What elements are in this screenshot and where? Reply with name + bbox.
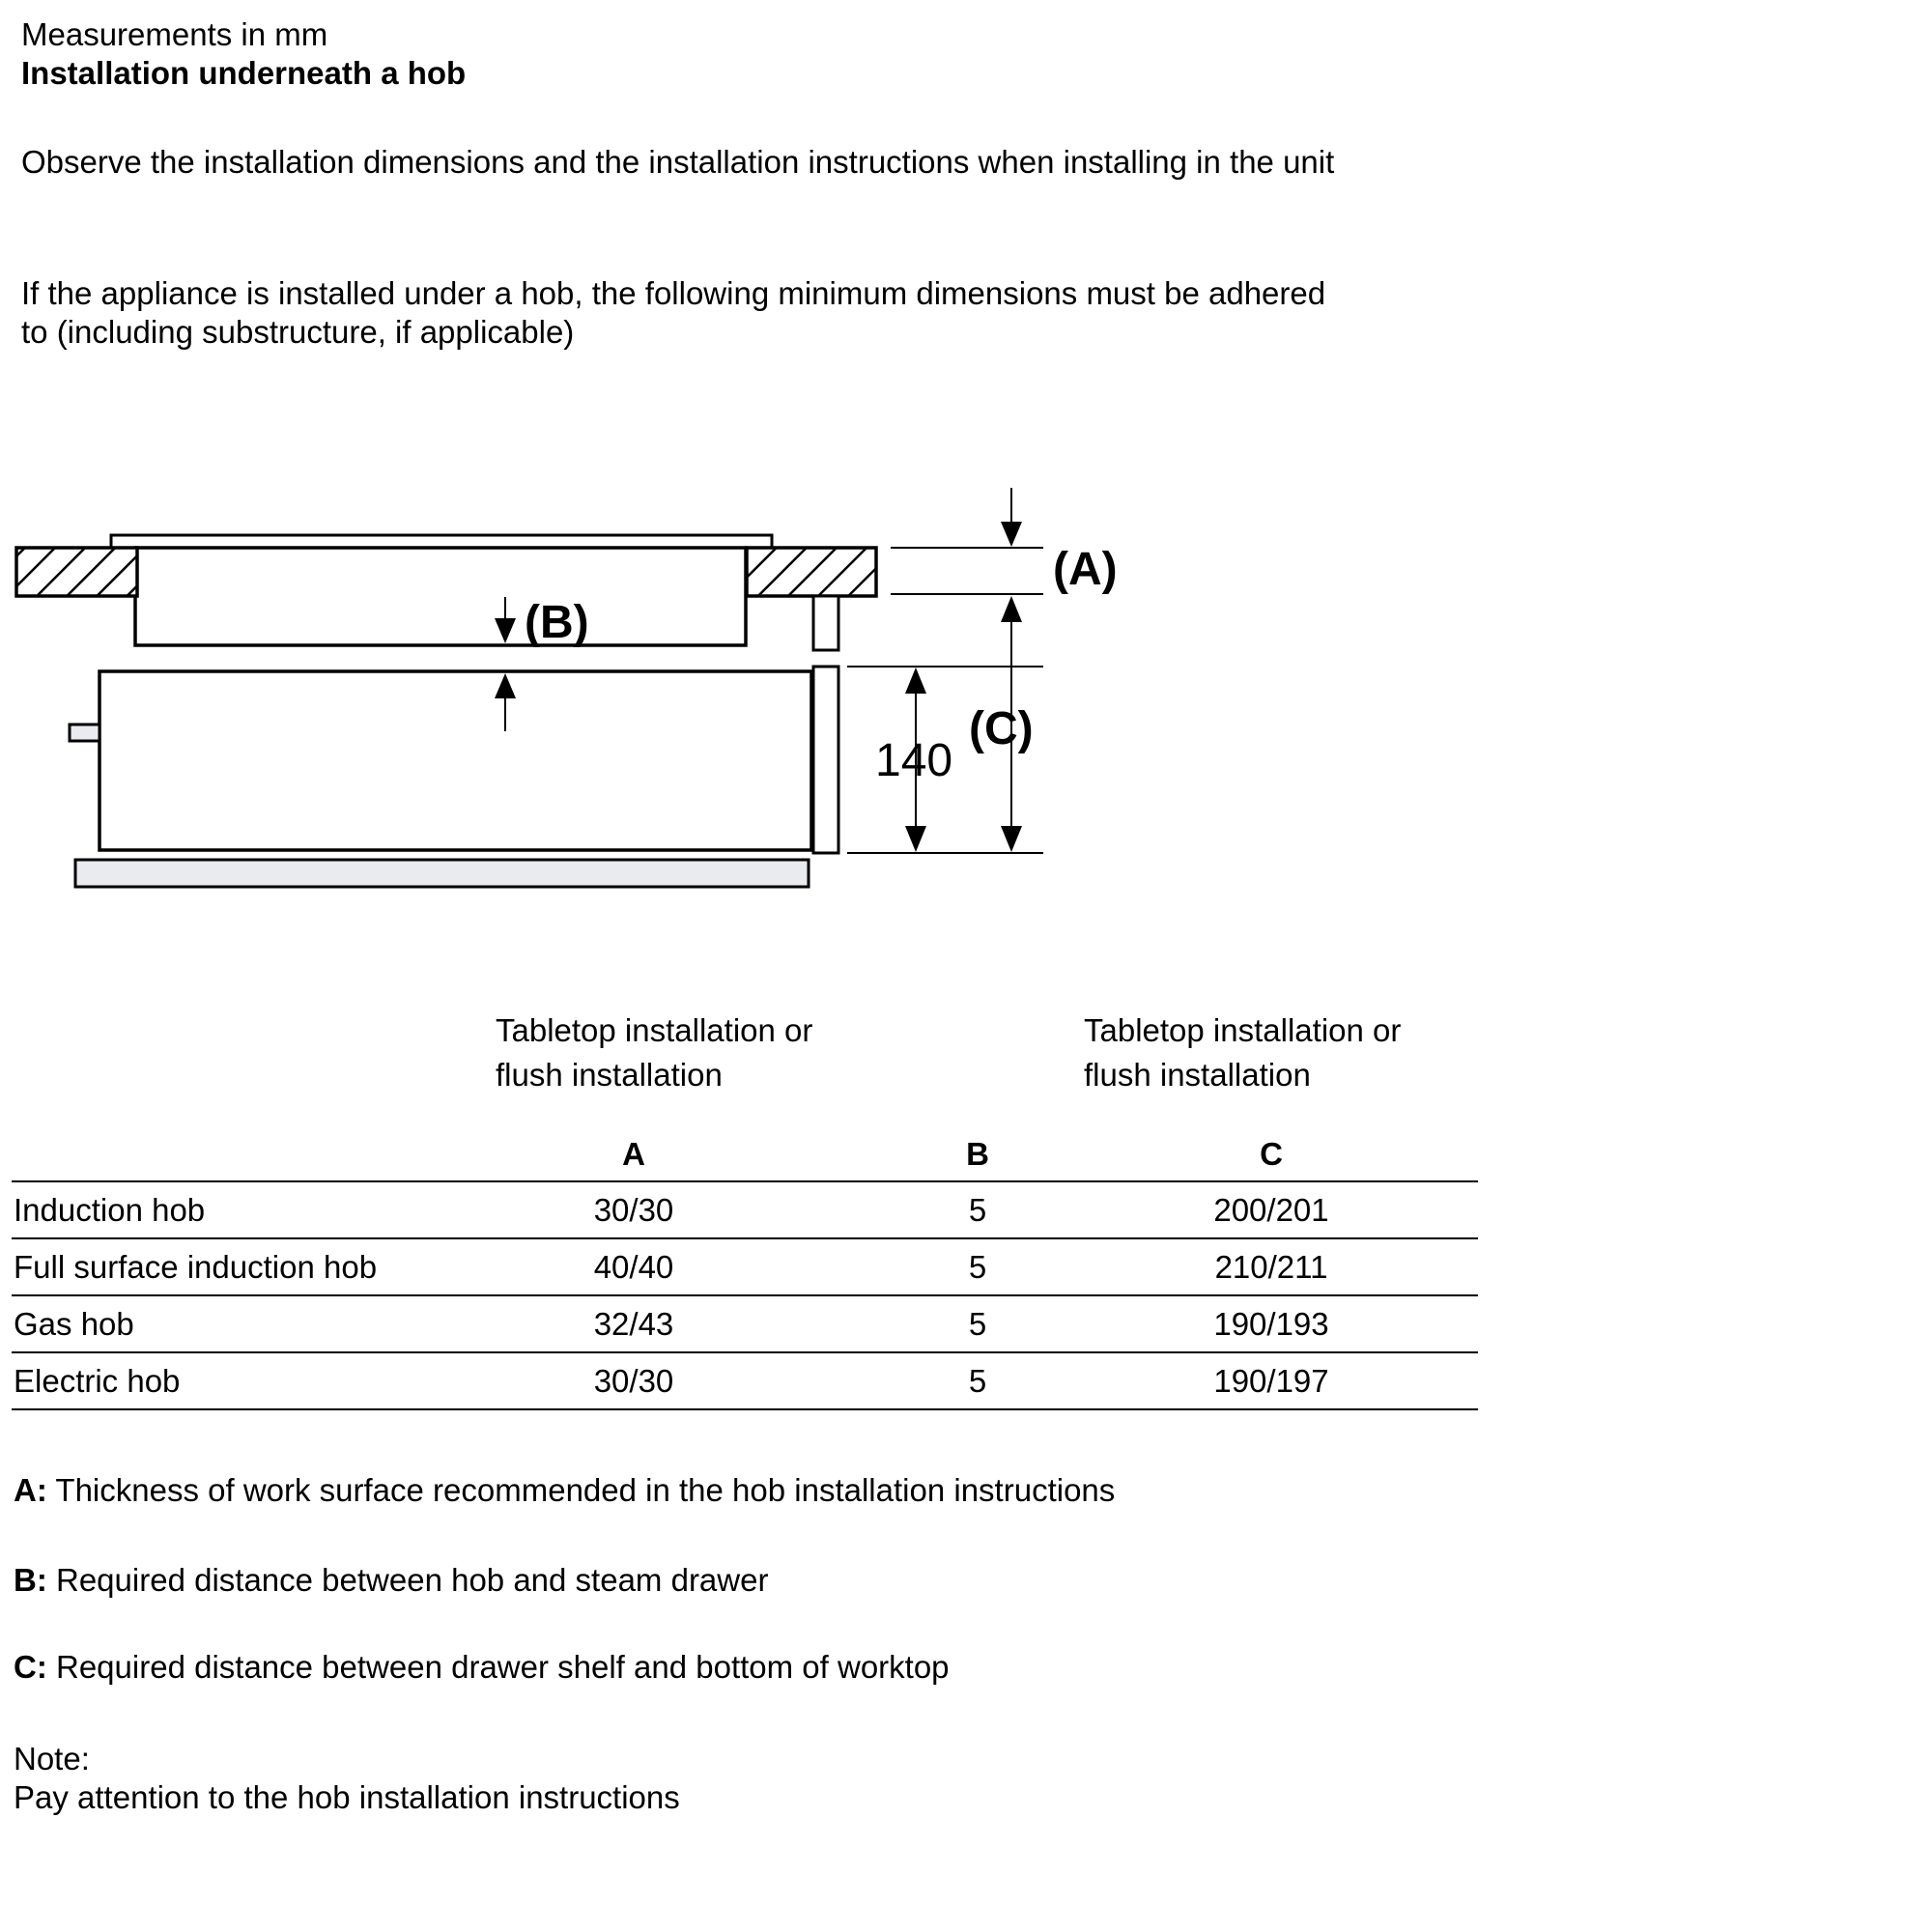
row-label: Induction hob — [14, 1191, 206, 1228]
table-row — [12, 1294, 1478, 1351]
conditions-line-1: If the appliance is installed under a hob, the following minimum dimensions must be adhered — [21, 275, 1326, 311]
legend-text-c: Required distance between drawer shelf and bottom of worktop — [56, 1649, 950, 1685]
hob-body — [135, 548, 746, 645]
value-c: 190/197 — [1213, 1362, 1329, 1399]
value-c: 210/211 — [1214, 1248, 1328, 1285]
legend-key-b: B: — [14, 1562, 47, 1598]
drawer-knob — [70, 724, 99, 741]
dim-b-label: (B) — [525, 597, 589, 648]
note-label: Note: — [14, 1741, 90, 1776]
table-row — [12, 1351, 1478, 1408]
worktop-right — [747, 548, 876, 596]
intro-paragraph: Observe the installation dimensions and the installation instructions when installing in the unit — [21, 144, 1335, 180]
value-b: 5 — [968, 1305, 987, 1342]
group-header-left-line1: Tabletop installation or — [496, 1012, 813, 1048]
base-shelf — [75, 860, 809, 887]
fixing-clamp — [813, 596, 838, 650]
dim-a-label: (A) — [1053, 544, 1118, 595]
note-text: Pay attention to the hob installation instructions — [14, 1779, 680, 1815]
installation-diagram — [0, 464, 1159, 898]
note-block — [14, 1740, 680, 1817]
value-a: 32/43 — [593, 1305, 674, 1342]
value-c: 190/193 — [1213, 1305, 1329, 1342]
conditions-line-2: to (including substructure, if applicable) — [21, 314, 575, 350]
table-row — [12, 1237, 1478, 1294]
legend-text-b: Required distance between hob and steam drawer — [56, 1562, 769, 1598]
measurements-caption: Measurements in mm — [21, 16, 328, 52]
value-a: 40/40 — [593, 1248, 674, 1285]
dim-a-arrow — [1001, 488, 1022, 547]
value-b: 5 — [968, 1191, 987, 1228]
hob-glass-plate — [111, 535, 772, 548]
group-header-right-line2: flush installation — [1084, 1057, 1311, 1093]
legend-key-c: C: — [14, 1649, 47, 1685]
legend-item-b — [14, 1561, 768, 1600]
legend-key-a: A: — [14, 1472, 47, 1508]
legend-item-a — [14, 1471, 1115, 1510]
group-header-left — [496, 1009, 812, 1097]
value-c: 200/201 — [1213, 1191, 1329, 1228]
conditions-paragraph — [21, 274, 1325, 352]
page-title: Installation underneath a hob — [21, 55, 467, 91]
cabinet-side-panel — [813, 667, 838, 853]
column-header-a: A — [622, 1136, 645, 1172]
value-b: 5 — [968, 1248, 987, 1285]
value-a: 30/30 — [593, 1191, 674, 1228]
group-header-right — [1084, 1009, 1401, 1097]
value-a: 30/30 — [593, 1362, 674, 1399]
legend-text-a: Thickness of work surface recommended in the hob installation instructions — [55, 1472, 1116, 1508]
dim-140-label: 140 — [875, 735, 953, 786]
dim-c-label: (C) — [969, 703, 1034, 754]
table-row — [12, 1180, 1478, 1237]
group-header-right-line1: Tabletop installation or — [1084, 1012, 1402, 1048]
group-header-left-line2: flush installation — [496, 1057, 723, 1093]
row-label: Electric hob — [14, 1362, 181, 1399]
column-header-c: C — [1260, 1136, 1283, 1172]
row-label: Full surface induction hob — [14, 1248, 378, 1285]
worktop-left — [16, 548, 137, 596]
steam-drawer-body — [99, 671, 811, 850]
dimensions-table — [12, 1180, 1478, 1410]
column-header-b: B — [966, 1136, 989, 1172]
value-b: 5 — [968, 1362, 987, 1399]
legend-item-c — [14, 1648, 950, 1687]
row-label: Gas hob — [14, 1305, 134, 1342]
